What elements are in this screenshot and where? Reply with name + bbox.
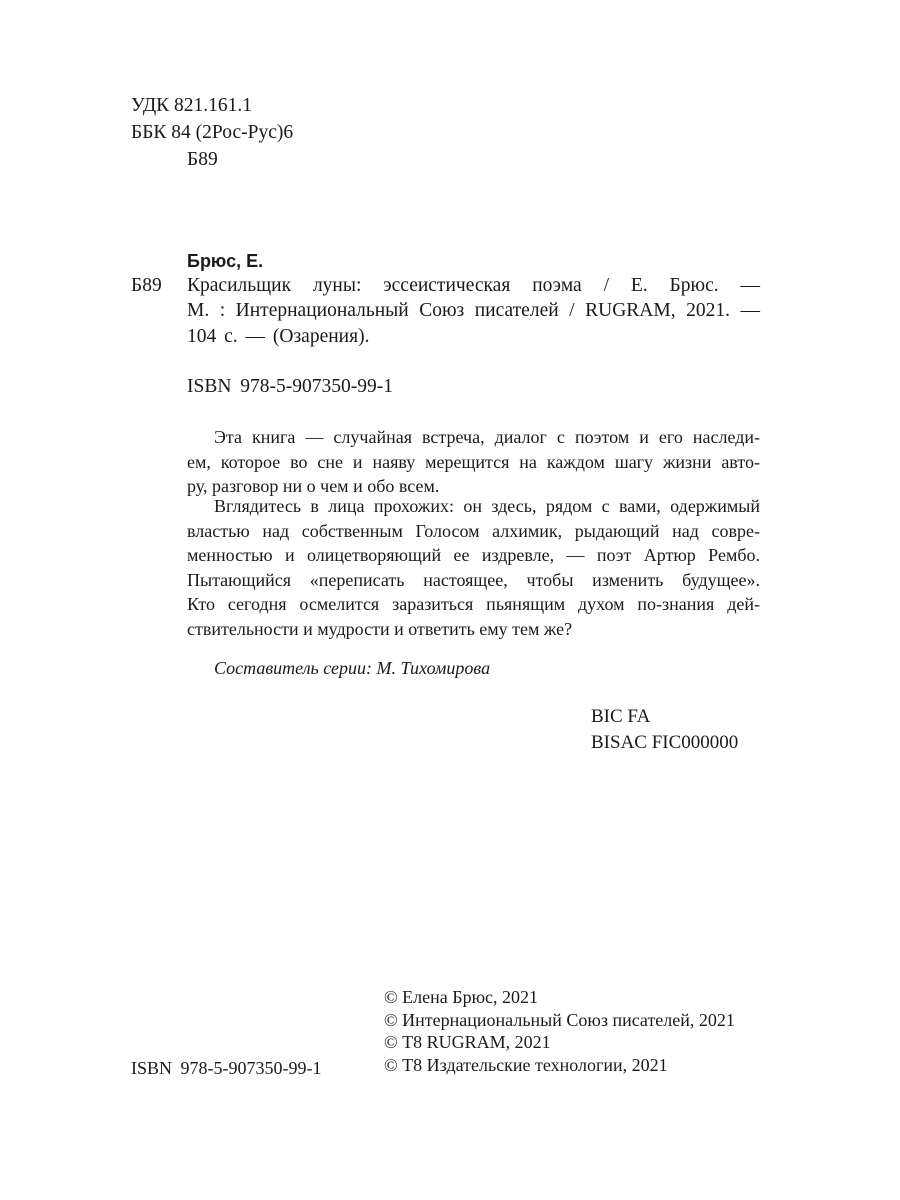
copyright-line: © Интернациональный Союз писателей, 2021: [384, 1009, 735, 1030]
annotation-line: Кто сегодня осмелится заразиться пьянящим духом по-знания дей-: [187, 594, 760, 614]
bic-code: BIC FA: [591, 706, 651, 727]
annotation-line: ствительности и мудрости и ответить ему тем же?: [187, 618, 573, 639]
annotation-paragraph-1: [187, 425, 760, 499]
record-author-mark: Б89: [131, 275, 162, 296]
copyright-line: © Елена Брюс, 2021: [384, 987, 539, 1007]
description-line: 104 с. — (Озарения).: [187, 326, 370, 347]
description-line: М. : Интернациональный Союз писателей / RUGRAM, 2021. —: [187, 300, 760, 321]
series-compiler: Составитель серии: М. Тихомирова: [214, 658, 491, 678]
bbk-code: ББК 84 (2Рос-Рус)6: [131, 122, 294, 143]
annotation-line: Пытающийся «переписать настоящее, чтобы изменить будущее».: [187, 569, 760, 590]
isbn-record: ISBN 978-5-907350-99-1: [187, 376, 394, 397]
author-heading: Брюс, Е.: [187, 251, 264, 271]
bisac-code: BISAC FIC000000: [591, 732, 739, 753]
annotation-line: менностью и олицетворяющий ее издревле, — поэт Артюр Рембо.: [187, 545, 760, 565]
annotation-line: Вглядитесь в лица прохожих: он здесь, рядом с вами, одержимый: [214, 496, 760, 516]
annotation-line: Эта книга — случайная встреча, диалог с поэтом и его наследи-: [214, 427, 760, 447]
isbn-footer: ISBN 978-5-907350-99-1: [131, 1058, 322, 1078]
copyright-block: [384, 986, 735, 1076]
annotation-line: властью над собственным Голосом алхимик, рыдающий над совре-: [187, 520, 760, 541]
copyright-line: © Т8 RUGRAM, 2021: [384, 1032, 551, 1052]
copyright-line: © Т8 Издательские технологии, 2021: [384, 1054, 668, 1075]
annotation-line: ру, разговор ни о чем и обо всем.: [187, 476, 440, 496]
udk-code: УДК 821.161.1: [131, 95, 253, 116]
annotation-paragraph-2: [187, 494, 760, 641]
author-mark: Б89: [187, 149, 218, 170]
description-line: Красильщик луны: эссеистическая поэма / Е. Брюс. —: [187, 275, 760, 296]
annotation-line: ем, которое во сне и наяву мерещится на каждом шагу жизни авто-: [187, 451, 760, 472]
